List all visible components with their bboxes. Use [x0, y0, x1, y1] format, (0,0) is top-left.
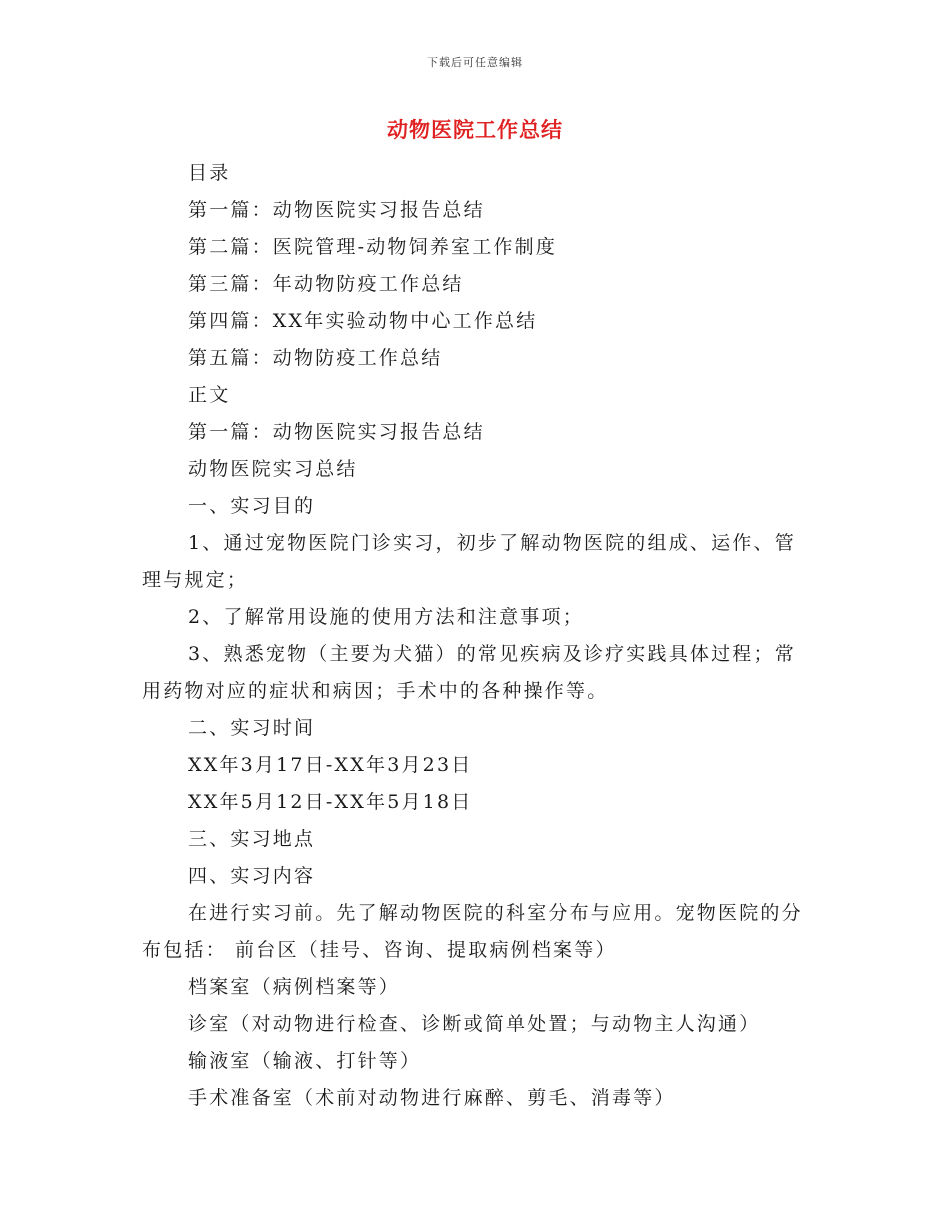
paragraph-toc-item-3: 第三篇：年动物防疫工作总结 [188, 273, 464, 295]
paragraph-toc-heading: 目录 [188, 162, 231, 184]
paragraph-clinic-room: 诊室（对动物进行检查、诊断或简单处置；与动物主人沟通） [188, 1013, 761, 1035]
paragraph-toc-item-1: 第一篇：动物医院实习报告总结 [188, 199, 485, 221]
paragraph-surgery-prep-room: 手术准备室（术前对动物进行麻醉、剪毛、消毒等） [188, 1087, 676, 1109]
paragraph-toc-item-5: 第五篇：动物防疫工作总结 [188, 347, 443, 369]
paragraph-body-heading: 正文 [188, 384, 231, 406]
paragraph-heading-content: 四、实习内容 [188, 865, 316, 887]
paragraph-infusion-room: 输液室（输液、打针等） [188, 1050, 422, 1072]
document-body [142, 155, 810, 1117]
paragraph-content-intro: 在进行实习前。先了解动物医院的科室分布与应用。宠物医院的分布包括： 前台区（挂号、咨询、提取病例档案等） [142, 902, 803, 961]
paragraph-purpose-1: 1、通过宠物医院门诊实习，初步了解动物医院的组成、运作、管理与规定； [142, 532, 796, 591]
paragraph-archive-room: 档案室（病例档案等） [188, 976, 401, 998]
paragraph-chapter-title: 第一篇：动物医院实习报告总结 [188, 421, 485, 443]
page-header-note: 下载后可任意编辑 [427, 56, 523, 69]
paragraph-section-title: 动物医院实习总结 [188, 458, 358, 480]
paragraph-time-2: XX年5月12日-XX年5月18日 [188, 791, 473, 813]
paragraph-heading-location: 三、实习地点 [188, 828, 316, 850]
paragraph-purpose-2: 2、了解常用设施的使用方法和注意事项； [188, 606, 584, 628]
paragraph-toc-item-2: 第二篇：医院管理-动物饲养室工作制度 [188, 236, 558, 258]
paragraph-time-1: XX年3月17日-XX年3月23日 [188, 754, 473, 776]
paragraph-purpose-3: 3、熟悉宠物（主要为犬猫）的常见疾病及诊疗实践具体过程；常用药物对应的症状和病因；手术中的各种操作等。 [142, 643, 796, 702]
paragraph-toc-item-4: 第四篇：XX年实验动物中心工作总结 [188, 310, 538, 332]
paragraph-heading-time: 二、实习时间 [188, 717, 316, 739]
document-title: 动物医院工作总结 [387, 118, 563, 142]
paragraph-heading-purpose: 一、实习目的 [188, 495, 316, 517]
